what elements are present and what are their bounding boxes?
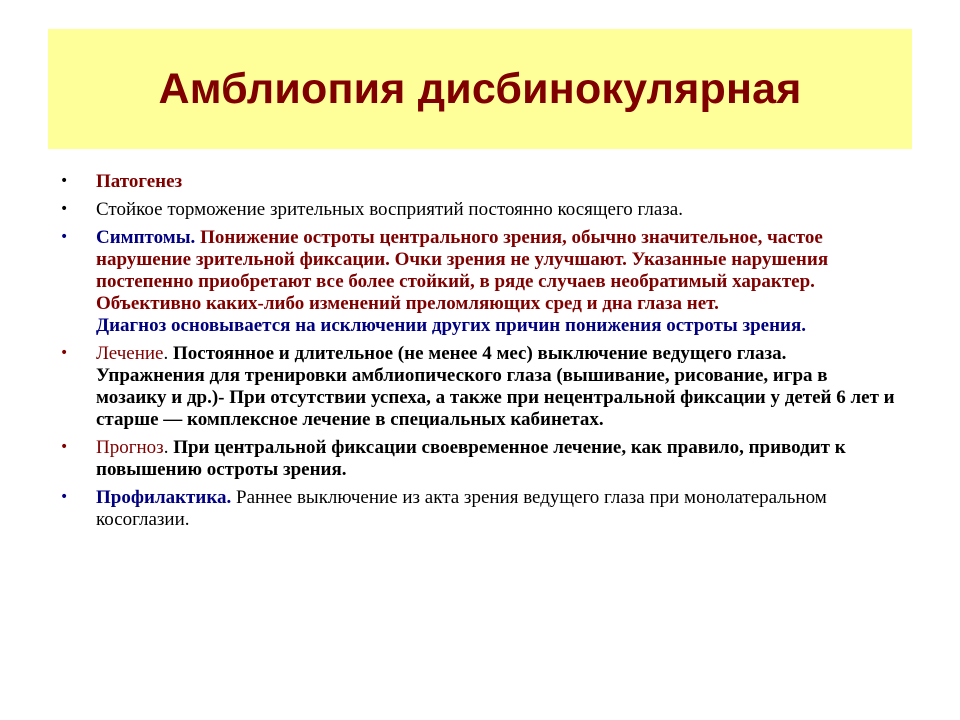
prognosis-separator: . [163, 437, 174, 458]
bullet-dot-icon: • [60, 173, 69, 189]
pathogenesis-heading: Патогенез [96, 171, 183, 192]
bullet-dot-icon: • [60, 489, 69, 505]
pathogenesis-text: Стойкое торможение зрительных восприятий постоянно косящего глаза. [96, 199, 683, 220]
treatment-text: Постоянное и длительное (не менее 4 мес) выключение ведущего глаза. Упражнения для тренировки амблиопического глаза (вышивание, рисование, игра в мозаику и др.)- При отсутствии успеха, а также при нецентральной фиксации у детей 6 лет и старше — комплексное лечение в специальных кабинетах. [96, 343, 895, 430]
bullet-dot-icon: • [60, 201, 69, 217]
prevention-text: Раннее выключение из акта зрения ведущего глаза при монолатеральном косоглазии. [96, 487, 827, 530]
bullet-dot-icon: • [60, 345, 69, 361]
prognosis-heading: Прогноз [96, 437, 164, 458]
treatment-separator: . [163, 343, 173, 364]
slide-title: Амблиопия дисбинокулярная [158, 64, 802, 113]
symptoms-text: Понижение остроты центрального зрения, обычно значительное, частое нарушение зрительной фиксации. Очки зрения не улучшают. Указанные нарушения постепенно приобретают все более стойкий, в ряде случаев необратимый характер. Объективно каких-либо изменений преломляющих сред и дна глаза нет. [96, 227, 829, 314]
bullet-pathogenesis-text [60, 199, 896, 221]
bullet-dot-icon: • [60, 439, 69, 455]
prevention-heading: Профилактика. [96, 487, 232, 508]
treatment-heading: Лечение [96, 343, 164, 364]
symptoms-heading: Симптомы. [96, 227, 196, 248]
bullet-prevention [60, 487, 896, 531]
bullet-dot-icon: • [60, 229, 69, 245]
prognosis-text: При центральной фиксации своевременное лечение, как правило, приводит к повышению остроты зрения. [96, 437, 846, 480]
bullet-pathogenesis [60, 171, 896, 193]
bullet-prognosis [60, 437, 896, 481]
bullet-treatment [60, 343, 896, 431]
bullet-list [60, 171, 896, 537]
bullet-symptoms [60, 227, 896, 337]
title-banner [48, 29, 912, 149]
diagnosis-text: Диагноз основывается на исключении других причин понижения остроты зрения. [96, 315, 807, 336]
